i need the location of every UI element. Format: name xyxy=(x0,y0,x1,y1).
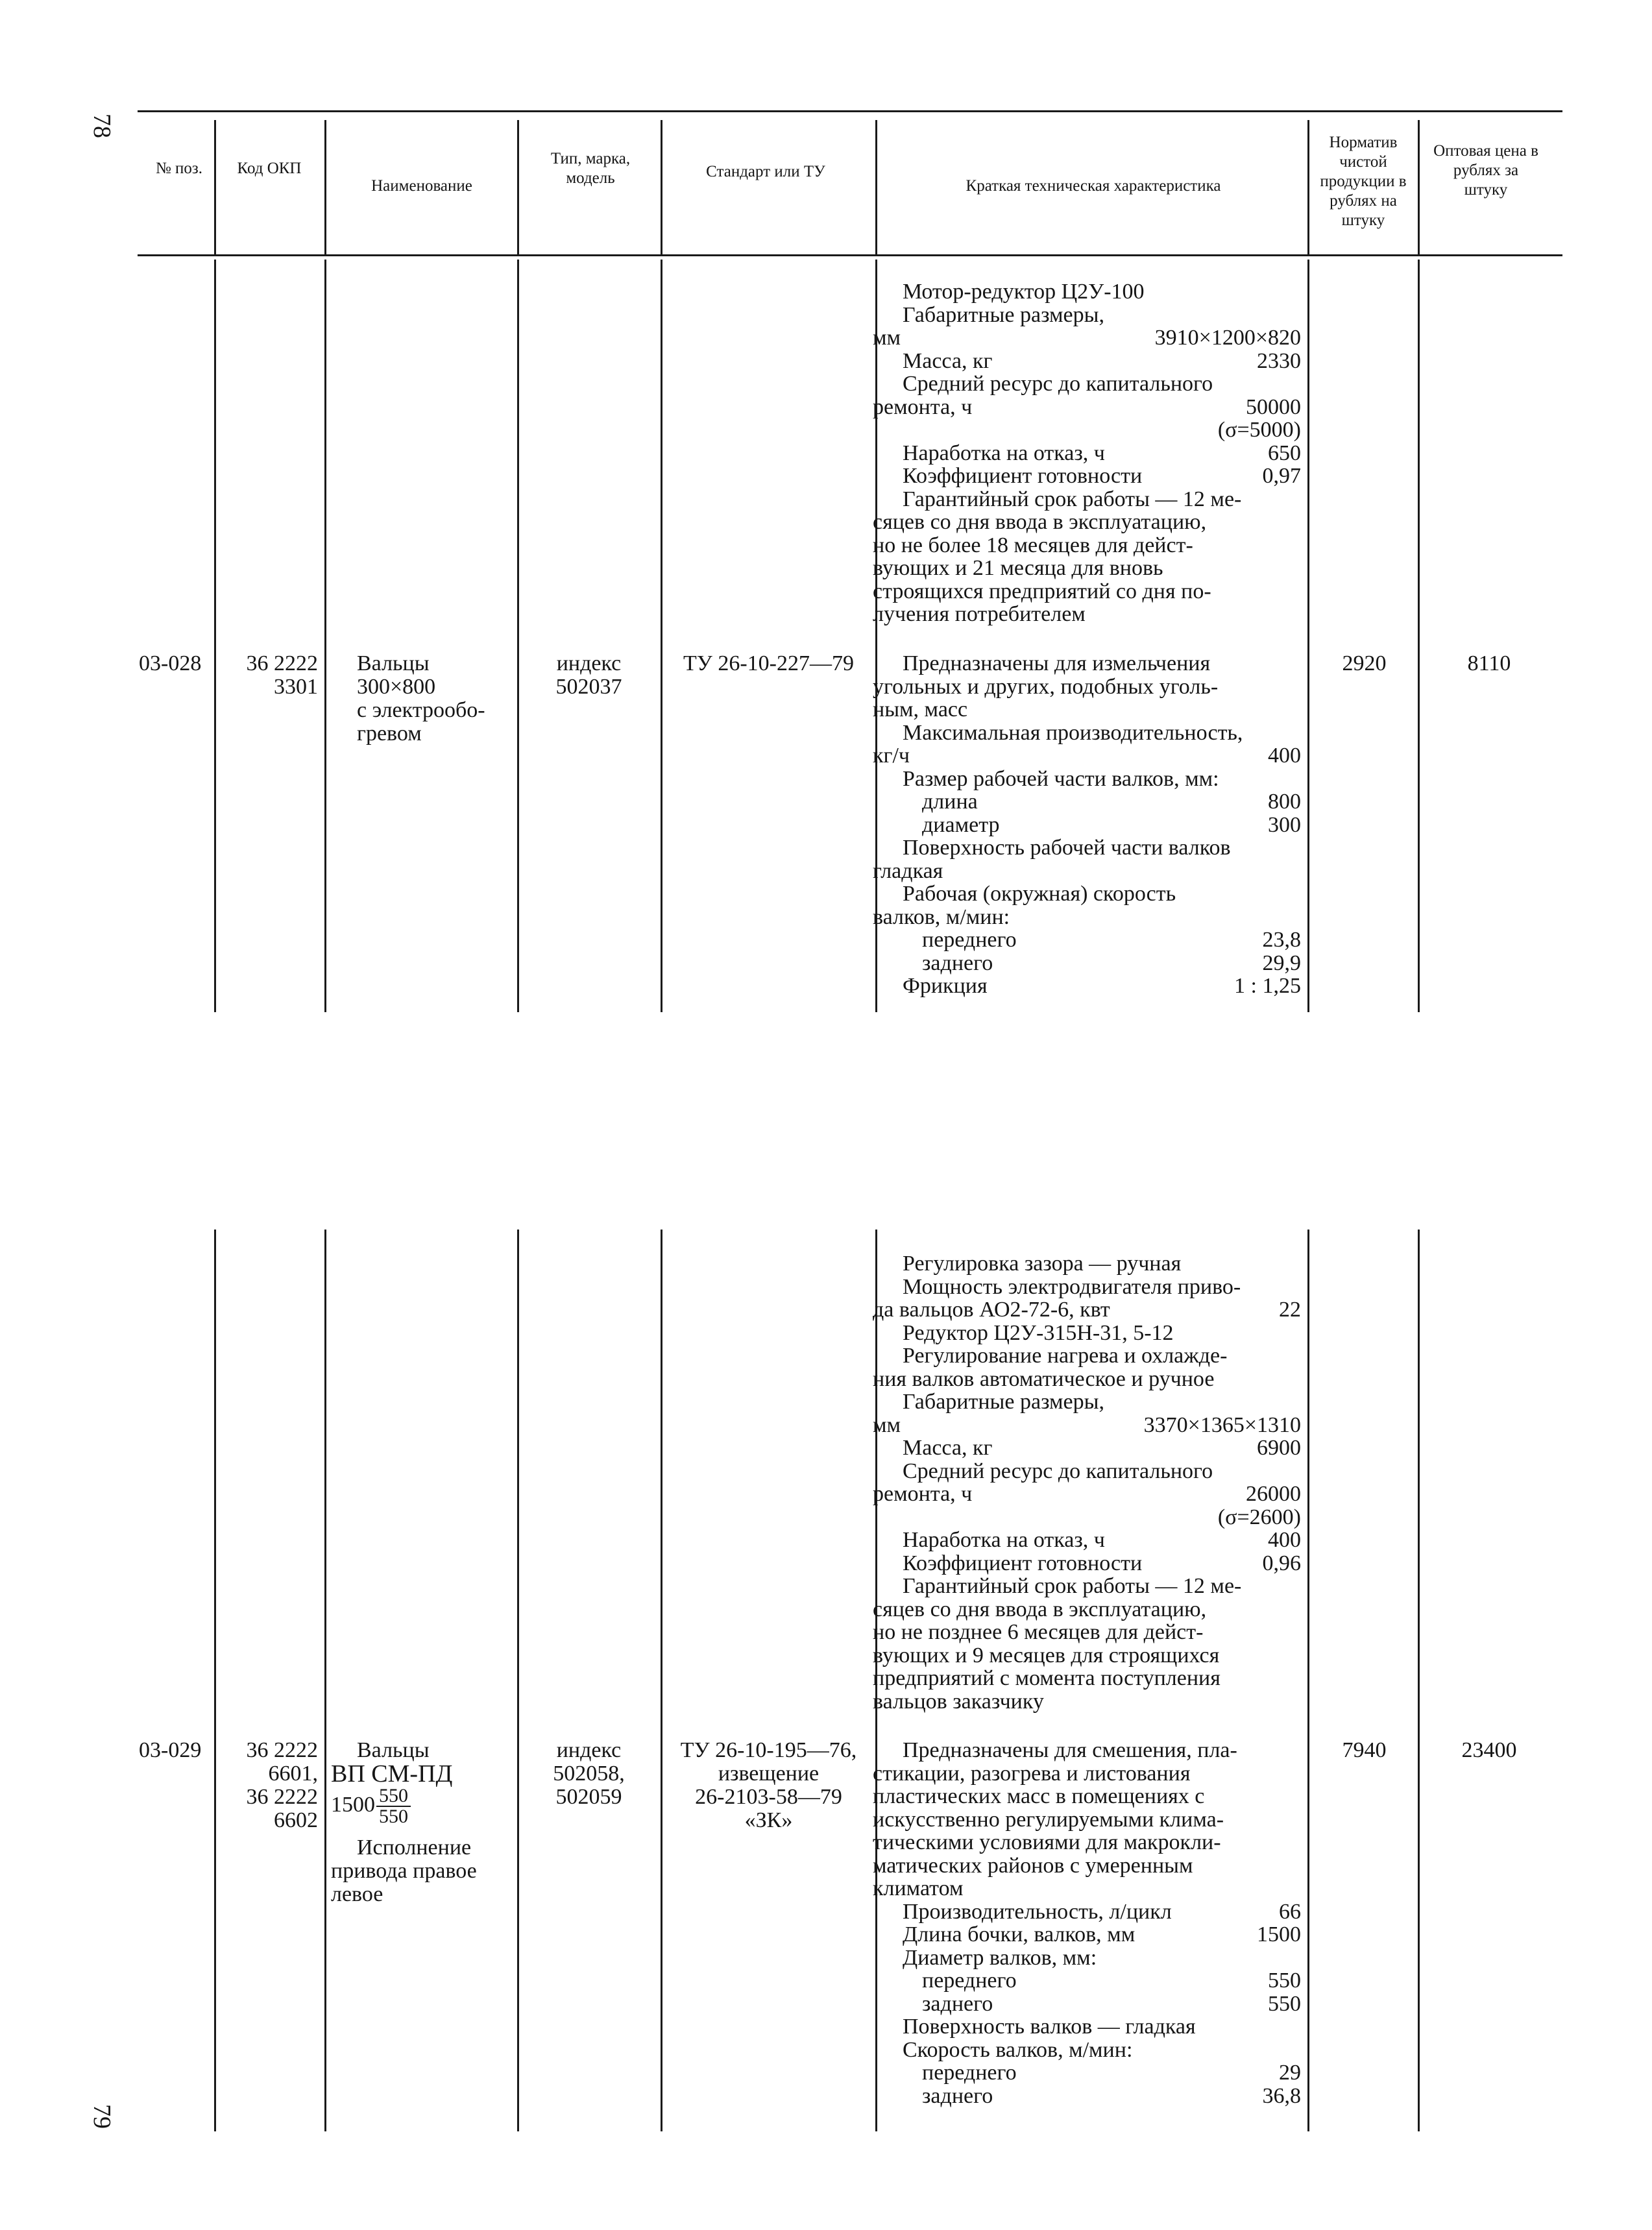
row2-name-rest-2: привода правое xyxy=(331,1859,477,1883)
spec-text: искусственно регулируемыми клима- xyxy=(873,1807,1224,1832)
spec-text: ремонта, ч xyxy=(873,394,973,419)
col-rule xyxy=(1418,120,1420,256)
spec-line xyxy=(873,1414,1301,1437)
page-number-bottom: 79 xyxy=(88,2104,115,2129)
spec-text: Предназначены для измельчения xyxy=(903,651,1211,675)
spec-line xyxy=(873,350,1301,373)
spec-text: пластических масс в помещениях с xyxy=(873,1784,1205,1808)
spec-text: кг/ч xyxy=(873,744,910,768)
spec-text: строящихся предприятий со дня по- xyxy=(873,579,1211,603)
col-rule xyxy=(324,1230,326,2131)
row2-name-formula xyxy=(331,1786,411,1826)
spec-text: тическими условиями для макрокли- xyxy=(873,1830,1221,1854)
col-rule xyxy=(214,1230,216,2131)
spec-line xyxy=(873,1993,1301,2016)
spec-text: мм xyxy=(873,1412,901,1437)
page-number-top: 78 xyxy=(88,114,115,138)
formula-base: 1500 xyxy=(331,1793,375,1817)
formula-denominator: 550 xyxy=(379,1806,408,1828)
spec-line xyxy=(873,2015,1301,2039)
spec-text: Коэффициент готовности xyxy=(903,1551,1143,1575)
spec-value: 22 xyxy=(1279,1298,1301,1322)
row2-standard-1: ТУ 26-10-195—76, xyxy=(680,1738,857,1762)
spec-text: Наработка на отказ, ч xyxy=(903,1528,1105,1552)
spec-line xyxy=(873,465,1301,488)
spec-value: 26000 xyxy=(1246,1482,1301,1506)
spec-line xyxy=(873,860,1301,883)
row2-code-3: 36 2222 xyxy=(246,1785,318,1809)
spec-line xyxy=(873,1762,1301,1786)
row1-pos: 03-028 xyxy=(139,651,202,675)
spec-line xyxy=(873,1436,1301,1460)
col-rule xyxy=(214,120,216,256)
col-rule xyxy=(517,260,519,1012)
spec-value: 400 xyxy=(1268,744,1301,768)
spec-text: Рабочая (окружная) скорость xyxy=(903,882,1176,906)
spec-text: Редуктор Ц2У-315Н-31, 5-12 xyxy=(903,1320,1174,1345)
spec-line xyxy=(873,1900,1301,1924)
spec-line xyxy=(873,1946,1301,1970)
row2-type-2: 502058, xyxy=(553,1762,625,1786)
spec-line xyxy=(873,2039,1301,2062)
header-name: Наименование xyxy=(371,177,472,195)
spec-text: Гарантийный срок работы — 12 ме- xyxy=(903,487,1242,511)
header-type: Тип, марка, модель xyxy=(550,150,631,187)
col-rule xyxy=(661,260,662,1012)
spec-line xyxy=(873,372,1301,396)
spec-line xyxy=(873,1529,1301,1552)
spec-line xyxy=(873,882,1301,906)
spec-line xyxy=(873,603,1301,626)
formula-numerator: 550 xyxy=(376,1786,411,1807)
col-rule xyxy=(875,120,877,256)
spec-line xyxy=(873,1644,1301,1667)
col-rule xyxy=(517,1230,519,2131)
spec-line xyxy=(873,1298,1301,1322)
col-rule xyxy=(324,260,326,1012)
spec-text: переднего xyxy=(922,1969,1017,1993)
spec-text: Габаритные размеры, xyxy=(903,302,1104,327)
row2-type-1: индекс xyxy=(556,1738,622,1762)
spec-line xyxy=(873,396,1301,419)
spec-line xyxy=(873,1854,1301,1878)
spec-line xyxy=(873,744,1301,768)
spec-value: 2330 xyxy=(1257,348,1301,373)
spec-line xyxy=(873,1552,1301,1575)
spec-text: вальцов заказчику xyxy=(873,1689,1044,1714)
spec-line xyxy=(873,1276,1301,1299)
spec-text: Регулировка зазора — ручная xyxy=(903,1252,1182,1276)
spec-value: 36,8 xyxy=(1262,2083,1301,2108)
spec-line xyxy=(873,511,1301,534)
spec-text: Диаметр валков, мм: xyxy=(903,1945,1097,1970)
row1-name-1: Вальцы xyxy=(357,651,430,675)
row2-standard-3: 26-2103-58—79 xyxy=(695,1785,842,1809)
spec-text: но не более 18 месяцев для дейст- xyxy=(873,533,1193,557)
spec-line xyxy=(873,1667,1301,1690)
spec-line xyxy=(873,534,1301,557)
spec-text: заднего xyxy=(922,1991,993,2016)
spec-text: переднего xyxy=(922,928,1017,952)
spec-text: мм xyxy=(873,326,901,350)
spec-text: вующих и 9 месяцев для строящихся xyxy=(873,1643,1220,1667)
spec-text: Фрикция xyxy=(903,974,988,998)
spec-line xyxy=(873,1575,1301,1598)
row1-norm: 2920 xyxy=(1342,651,1387,675)
spec-text: матических районов с умеренным xyxy=(873,1853,1193,1878)
spec-line xyxy=(873,652,1301,675)
row2-price: 23400 xyxy=(1461,1738,1517,1762)
spec-text: Масса, кг xyxy=(903,348,993,373)
spec-value: 3370×1365×1310 xyxy=(1143,1412,1301,1437)
row2-pos: 03-029 xyxy=(139,1738,202,1762)
spec-text: ния валков автоматическое и ручное xyxy=(873,1366,1215,1391)
spec-text: Поверхность рабочей части валков xyxy=(903,836,1231,860)
spec-line xyxy=(873,906,1301,929)
spec-line xyxy=(873,2085,1301,2108)
col-rule xyxy=(1307,1230,1309,2131)
spec-value: 23,8 xyxy=(1262,928,1301,952)
spec-value: (σ=5000) xyxy=(1217,418,1301,442)
spec-value: 6900 xyxy=(1257,1436,1301,1460)
row1-standard: ТУ 26-10-227—79 xyxy=(683,651,854,675)
spec-line xyxy=(873,1969,1301,1993)
spec-text: Средний ресурс до капитального xyxy=(903,1459,1213,1483)
spec-line xyxy=(873,1483,1301,1506)
header-spec: Краткая техническая характеристика xyxy=(966,177,1221,195)
spec-text: Поверхность валков — гладкая xyxy=(903,2015,1196,2039)
header-bottom-rule xyxy=(138,254,1562,256)
spec-line xyxy=(873,1621,1301,1644)
row1-name-2: 300×800 xyxy=(357,675,436,699)
spec-line xyxy=(873,1877,1301,1900)
spec-text: стикации, разогрева и листования xyxy=(873,1761,1191,1786)
spec-line xyxy=(873,580,1301,603)
spec-line xyxy=(873,1739,1301,1762)
spec-text: предприятий с момента поступления xyxy=(873,1666,1221,1690)
col-rule xyxy=(1418,260,1420,1012)
spec-text: Скорость валков, м/мин: xyxy=(903,2037,1133,2062)
spec-line xyxy=(873,814,1301,837)
spec-value: 1 : 1,25 xyxy=(1234,974,1301,998)
row2-norm: 7940 xyxy=(1342,1738,1387,1762)
col-rule xyxy=(1307,260,1309,1012)
spec-value: 0,96 xyxy=(1262,1551,1301,1575)
spec-value: 650 xyxy=(1268,441,1301,465)
spec-line xyxy=(873,952,1301,975)
spec-line xyxy=(873,1252,1301,1276)
spec-text: Гарантийный срок работы — 12 ме- xyxy=(903,1574,1242,1598)
spec-line xyxy=(873,1460,1301,1483)
spec-text: Коэффициент готовности xyxy=(903,464,1143,488)
spec-value: 29,9 xyxy=(1262,951,1301,975)
spec-value: (σ=2600) xyxy=(1217,1505,1301,1529)
spec-line xyxy=(873,418,1301,442)
spec-value: 300 xyxy=(1268,812,1301,837)
row2-standard-2: извещение xyxy=(718,1762,820,1786)
row1-type-2: 502037 xyxy=(555,675,622,699)
spec-line xyxy=(873,488,1301,511)
row2-standard-4: «ЗК» xyxy=(744,1808,793,1832)
spec-line xyxy=(873,1690,1301,1714)
formula-fraction xyxy=(376,1786,411,1826)
spec-text: Максимальная производительность, xyxy=(903,720,1243,745)
spec-text: заднего xyxy=(922,951,993,975)
spec-value: 800 xyxy=(1268,790,1301,814)
row2-name-rest-1: Исполнение xyxy=(357,1836,472,1860)
spec-line xyxy=(873,698,1301,721)
spec-line xyxy=(873,1923,1301,1946)
spec-line xyxy=(873,1598,1301,1621)
spec-text: Габаритные размеры, xyxy=(903,1390,1104,1414)
spec-value: 3910×1200×820 xyxy=(1154,326,1301,350)
spec-text: длина xyxy=(922,790,978,814)
spec-line xyxy=(873,326,1301,350)
spec-text: Средний ресурс до капитального xyxy=(903,372,1213,396)
spec-text: Мотор-редуктор Ц2У-100 xyxy=(903,280,1145,304)
spec-text: Длина бочки, валков, мм xyxy=(903,1922,1136,1946)
spec-text: ремонта, ч xyxy=(873,1482,973,1506)
spec-line xyxy=(873,2061,1301,2085)
spec-text: переднего xyxy=(922,2061,1017,2085)
header-norm: Норматив чистой продукции в рублях на штуку xyxy=(1320,134,1407,229)
row1-code-2: 3301 xyxy=(274,675,318,699)
spec-line xyxy=(873,975,1301,998)
spec-text: Масса, кг xyxy=(903,1436,993,1460)
spec-text: диаметр xyxy=(922,812,1000,837)
spec-text: лучения потребителем xyxy=(873,602,1086,626)
row1-price: 8110 xyxy=(1467,651,1511,675)
header-price: Оптовая цена в рублях за штуку xyxy=(1433,142,1538,199)
row2-name-rest-3: левое xyxy=(331,1882,383,1906)
spec-text: валков, м/мин: xyxy=(873,904,1010,929)
spec-line xyxy=(873,557,1301,580)
spec-value: 29 xyxy=(1279,2061,1301,2085)
spec-line xyxy=(873,721,1301,745)
spec-line xyxy=(873,790,1301,814)
spec-line xyxy=(873,1506,1301,1529)
spec-text: заднего xyxy=(922,2083,993,2108)
spec-line xyxy=(873,304,1301,327)
col-rule xyxy=(517,120,519,256)
spec-text: Регулирование нагрева и охлажде- xyxy=(903,1344,1228,1368)
header-pos: № поз. xyxy=(155,160,203,177)
col-rule xyxy=(661,120,662,256)
row2-type-3: 502059 xyxy=(555,1785,622,1809)
spec-value: 550 xyxy=(1268,1991,1301,2016)
col-rule xyxy=(214,260,216,1012)
header-standard: Стандарт или ТУ xyxy=(706,163,825,180)
row2-name-2: ВП СМ-ПД xyxy=(331,1760,453,1788)
spec-text: Наработка на отказ, ч xyxy=(903,441,1105,465)
spec-value: 50000 xyxy=(1246,394,1301,419)
row2-code-1: 36 2222 xyxy=(246,1738,318,1762)
spec-line xyxy=(873,1785,1301,1808)
spec-text: да вальцов АО2-72-6, квт xyxy=(873,1298,1110,1322)
spec-text: но не позднее 6 месяцев для дейст- xyxy=(873,1620,1204,1644)
header-top-rule xyxy=(138,110,1562,112)
spec-line xyxy=(873,836,1301,860)
spec-value: 1500 xyxy=(1257,1922,1301,1946)
spec-text: Производительность, л/цикл xyxy=(903,1899,1172,1924)
col-rule xyxy=(324,120,326,256)
spec-line xyxy=(873,442,1301,465)
col-rule xyxy=(1307,120,1309,256)
spec-text: Размер рабочей части валков, мм: xyxy=(903,766,1219,791)
row1-name-3: с электрообо- xyxy=(357,698,485,722)
spec-value: 400 xyxy=(1268,1528,1301,1552)
spec-text: сяцев со дня ввода в эксплуатацию, xyxy=(873,510,1207,534)
spec-text: Предназначены для смешения, пла- xyxy=(903,1738,1237,1762)
spec-line xyxy=(873,1390,1301,1414)
row2-code-2: 6601, xyxy=(268,1762,318,1786)
spec-value: 0,97 xyxy=(1262,464,1301,488)
row1-code-1: 36 2222 xyxy=(246,651,318,675)
row2-code-4: 6602 xyxy=(274,1808,318,1832)
spec-text: гладкая xyxy=(873,858,943,883)
spec-text: вующих и 21 месяца для вновь xyxy=(873,556,1163,580)
spec-line xyxy=(873,280,1301,304)
spec-text: Мощность электродвигателя приво- xyxy=(903,1274,1241,1299)
spec-line xyxy=(873,928,1301,952)
spec-line xyxy=(873,1831,1301,1854)
col-rule xyxy=(1418,1230,1420,2131)
spec-line xyxy=(873,1368,1301,1391)
spec-line xyxy=(873,1322,1301,1345)
spec-line xyxy=(873,1344,1301,1368)
spec-value: 66 xyxy=(1279,1899,1301,1924)
row1-name-4: гревом xyxy=(357,721,422,745)
row1-type-1: индекс xyxy=(556,651,622,675)
spec-value: 550 xyxy=(1268,1969,1301,1993)
spec-text: сяцев со дня ввода в эксплуатацию, xyxy=(873,1597,1207,1621)
spec-line xyxy=(873,1808,1301,1832)
spec-text: ным, масс xyxy=(873,697,968,721)
row2-name-1: Вальцы xyxy=(357,1738,430,1762)
header-code: Код ОКП xyxy=(237,160,302,177)
col-rule xyxy=(661,1230,662,2131)
spec-text: климатом xyxy=(873,1876,964,1900)
spec-line xyxy=(873,768,1301,791)
spec-line xyxy=(873,675,1301,699)
spec-text: угольных и других, подобных уголь- xyxy=(873,674,1219,699)
